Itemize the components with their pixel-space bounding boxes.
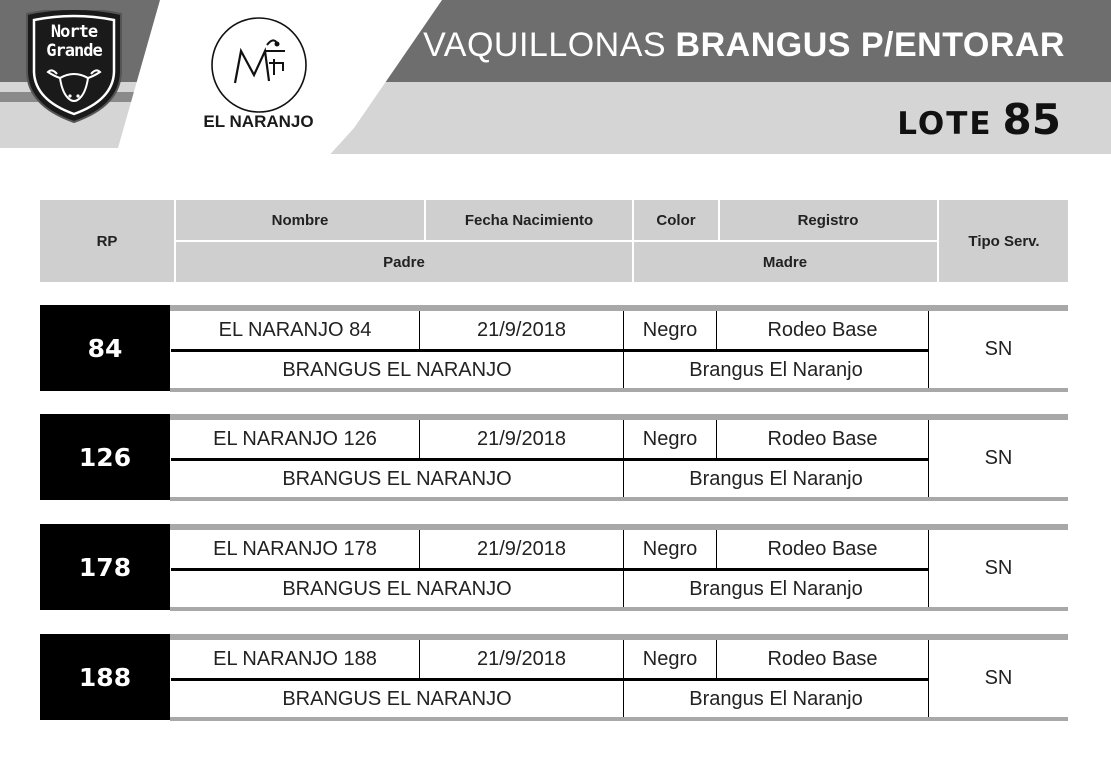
title-light: VAQUILLONAS [423, 26, 667, 64]
fecha-cell: 21/9/2018 [477, 427, 566, 450]
el-naranjo-logo [209, 15, 309, 115]
color-cell: Negro [642, 318, 698, 341]
fecha-cell: 21/9/2018 [477, 537, 566, 560]
col-registro: Registro [797, 211, 859, 229]
fecha-cell: 21/9/2018 [477, 318, 566, 341]
table-row [40, 634, 1068, 720]
madre-cell: Brangus El Naranjo [689, 467, 863, 490]
color-cell: Negro [642, 427, 698, 450]
nombre-cell: EL NARANJO 178 [213, 537, 377, 560]
brand-mark-icon [209, 15, 309, 115]
registro-cell: Rodeo Base [767, 647, 878, 670]
tipo-serv-cell: SN [984, 447, 1013, 469]
registro-cell: Rodeo Base [767, 537, 878, 560]
fecha-cell: 21/9/2018 [477, 647, 566, 670]
padre-cell: BRANGUS EL NARANJO [282, 358, 512, 381]
header-divider [718, 200, 720, 240]
lote-word: LOTE [897, 106, 993, 142]
row-bottom-bar [170, 497, 1068, 501]
padre-cell: BRANGUS EL NARANJO [282, 687, 512, 710]
title-bold: BRANGUS P/ENTORAR [675, 26, 1065, 64]
table-row [40, 305, 1068, 391]
header-divider [424, 200, 426, 240]
col-color: Color [656, 211, 696, 229]
rp-cell: 178 [40, 524, 170, 610]
padre-cell: BRANGUS EL NARANJO [282, 577, 512, 600]
color-cell: Negro [642, 647, 698, 670]
row-bottom-bar [170, 388, 1068, 392]
rp-cell: 188 [40, 634, 170, 720]
tipo-serv-cell: SN [984, 667, 1013, 689]
rp-cell: 84 [40, 305, 170, 391]
table-row [40, 524, 1068, 610]
page-title [423, 25, 1065, 65]
nombre-cell: EL NARANJO 126 [213, 427, 377, 450]
logo-text-grande: Grande [46, 41, 102, 61]
rp-cell: 126 [40, 414, 170, 500]
tipo-serv-cell: SN [984, 338, 1013, 360]
padre-cell: BRANGUS EL NARANJO [282, 467, 512, 490]
col-rp: RP [96, 232, 118, 250]
lote-number: 85 [1002, 95, 1061, 144]
col-madre: Madre [762, 253, 808, 271]
norte-grande-logo [24, 10, 124, 124]
nombre-cell: EL NARANJO 84 [218, 318, 372, 341]
registro-cell: Rodeo Base [767, 318, 878, 341]
table-header [40, 200, 1068, 282]
registro-cell: Rodeo Base [767, 427, 878, 450]
madre-cell: Brangus El Naranjo [689, 577, 863, 600]
col-padre: Padre [383, 253, 425, 271]
nombre-cell: EL NARANJO 188 [213, 647, 377, 670]
logo-text-norte: Norte [50, 22, 98, 42]
brand-name: EL NARANJO [203, 112, 314, 131]
table-row [40, 414, 1068, 500]
madre-cell: Brangus El Naranjo [689, 687, 863, 710]
color-cell: Negro [642, 537, 698, 560]
tipo-serv-cell: SN [984, 557, 1013, 579]
header-divider [176, 240, 937, 242]
col-nombre: Nombre [271, 211, 329, 229]
col-tipo-serv: Tipo Serv. [968, 232, 1040, 250]
madre-cell: Brangus El Naranjo [689, 358, 863, 381]
row-bottom-bar [170, 607, 1068, 611]
lote-label [897, 96, 1061, 153]
row-bottom-bar [170, 717, 1068, 721]
col-fecha: Fecha Nacimiento [464, 211, 594, 229]
header-divider [937, 200, 939, 282]
